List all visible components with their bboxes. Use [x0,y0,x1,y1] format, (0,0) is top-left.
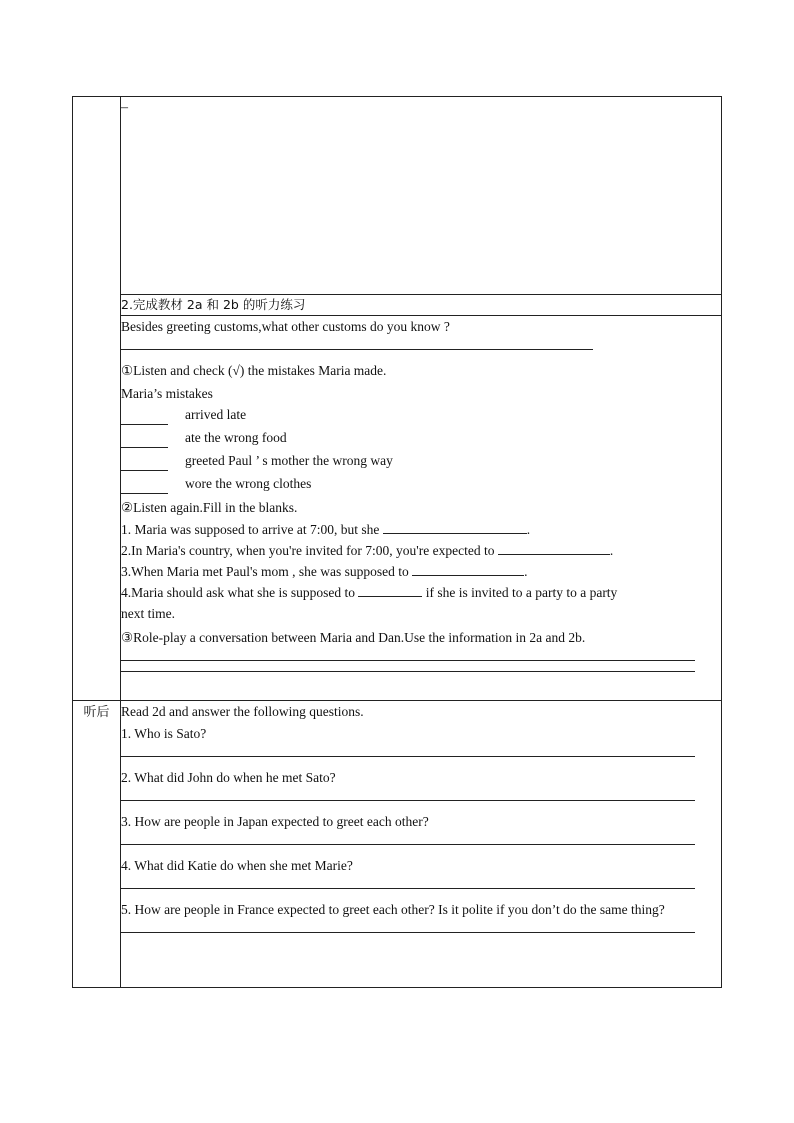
fill-item [121,561,721,582]
question-5: 5. How are people in France expected to greet each other? Is it polite if you don’t do the same thing? [121,902,665,917]
mistake-row [121,404,721,425]
question-2: 2. What did John do when he met Sato? [121,770,336,785]
top-row [73,97,722,295]
fill-blank[interactable] [383,533,527,534]
fill-text: . [526,522,531,537]
fill-text: 1. Maria was supposed to arrive at 7:00, but she [121,522,383,537]
fill-blank[interactable] [412,575,524,576]
question-4: 4. What did Katie do when she met Marie? [121,858,353,873]
check-blank[interactable] [121,455,168,471]
top-content-cell [121,97,722,295]
task-2-title: 2.完成教材 2a 和 2b 的听力练习 [121,295,722,316]
fill-blank[interactable] [498,554,610,555]
mistake-row [121,471,721,494]
mistake-label: ate the wrong food [185,430,287,445]
part3-title: ③Role-play a conversation between Maria and Dan.Use the information in 2a and 2b. [121,630,586,645]
answer-line[interactable] [121,832,695,845]
read-intro: Read 2d and answer the following questions. [121,704,364,719]
fill-item [121,519,721,540]
mistake-label: arrived late [185,407,247,422]
mistake-row [121,425,721,448]
part2-title: ②Listen again.Fill in the blanks. [121,500,298,515]
intro-answer-line[interactable] [121,337,593,350]
fill-text: . [609,543,614,558]
roleplay-answer-line[interactable] [121,671,695,672]
fill-text: 2.In Maria's country, when you're invited for 7:00, you're expected to [121,543,498,558]
listening-content [121,316,722,701]
intro-question: Besides greeting customs,what other customs do you know ? [121,319,450,334]
fill-item [121,582,721,603]
after-listening-row [73,701,722,988]
check-blank[interactable] [121,478,168,494]
mistake-row [121,448,721,471]
mistakes-header: Maria’s mistakes [121,386,213,401]
task-2-row [73,295,722,316]
mistake-label: greeted Paul ’ s mother the wrong way [185,453,393,468]
question-1: 1. Who is Sato? [121,726,207,741]
dash-mark: – [121,100,128,115]
after-listening-content [121,701,722,988]
fill-item [121,540,721,561]
check-blank[interactable] [121,432,168,448]
fill-blank[interactable] [358,596,422,597]
roleplay-answer-line[interactable] [121,648,695,661]
fill-text: if she is invited to a party to a party [422,585,618,600]
fill-text: . [524,564,528,579]
after-listening-label: 听后 [73,701,121,988]
answer-line[interactable] [121,744,695,757]
lesson-table [72,96,722,988]
answer-line[interactable] [121,876,695,889]
fill-text: 3.When Maria met Paul's mom , she was supposed to [121,564,413,579]
empty-label-cell [73,97,121,701]
check-blank[interactable] [121,409,168,425]
listening-row [73,316,722,701]
fill-text: 4.Maria should ask what she is supposed to [121,585,359,600]
mistake-label: wore the wrong clothes [185,476,312,491]
answer-line[interactable] [121,788,695,801]
question-3: 3. How are people in Japan expected to greet each other? [121,814,429,829]
answer-line[interactable] [121,920,695,933]
fill-item-continued: next time. [121,606,175,621]
part1-title: ①Listen and check (√) the mistakes Maria made. [121,363,387,378]
